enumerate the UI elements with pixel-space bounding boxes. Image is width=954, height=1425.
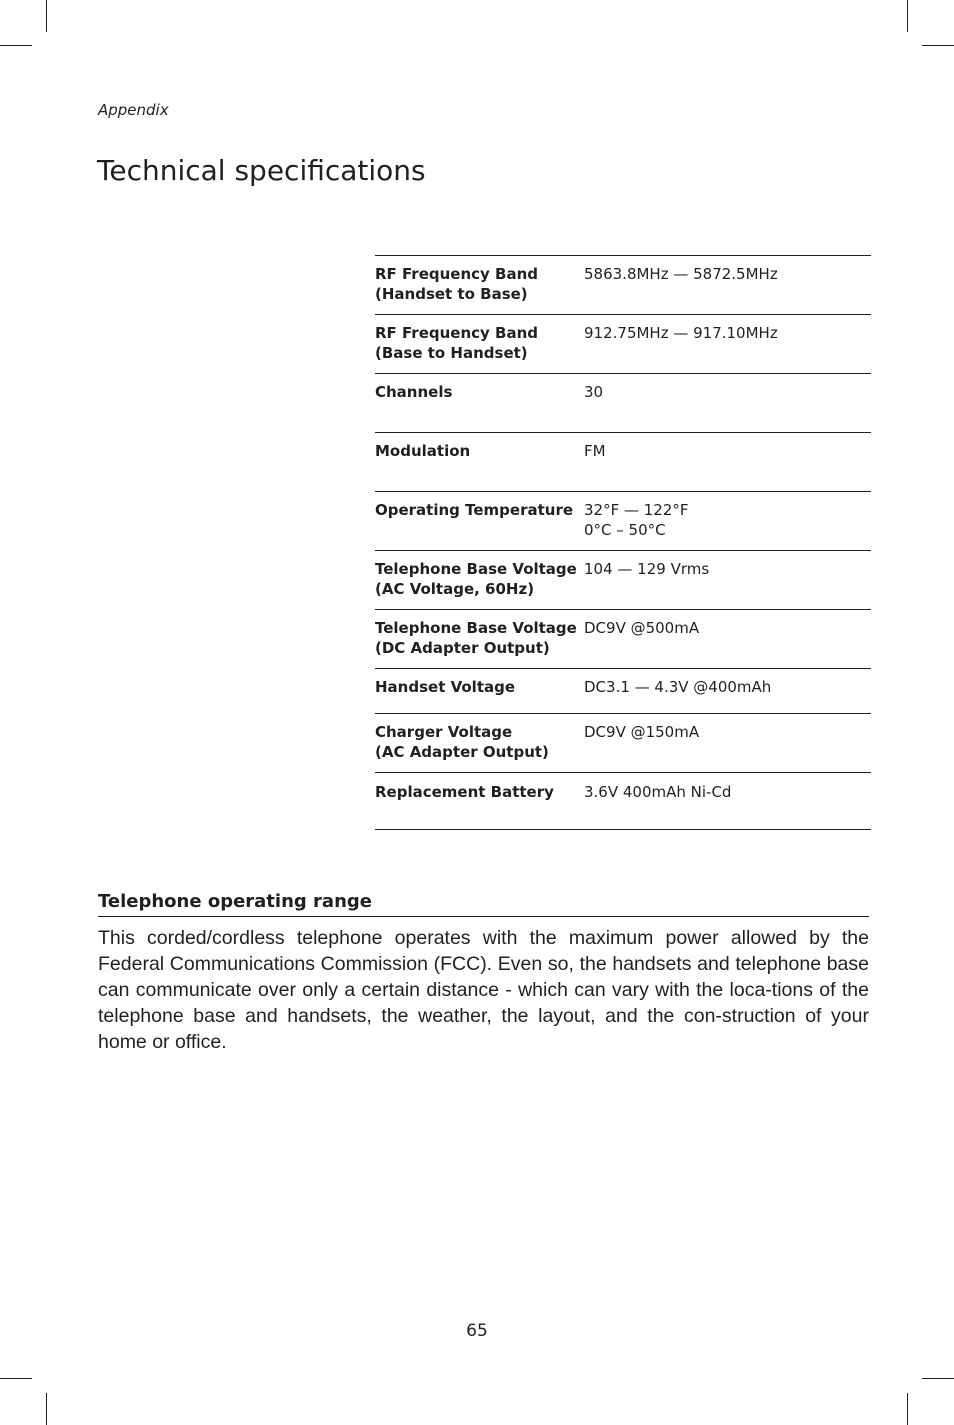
spec-value: 5863.8MHz — 5872.5MHz: [584, 265, 778, 283]
spec-label: Handset Voltage: [375, 678, 516, 696]
spec-row-base-voltage-dc: [375, 610, 871, 669]
crop-mark-bottom-right-horizontal: [922, 1378, 954, 1379]
spec-row-charger-voltage: [375, 714, 871, 773]
spec-row-rf-handset-to-base: [375, 256, 871, 315]
spec-row-operating-temperature: [375, 492, 871, 551]
spec-row-replacement-battery: [375, 773, 871, 830]
spec-row-handset-voltage: [375, 669, 871, 714]
spec-label: Telephone Base Voltage (DC Adapter Output): [375, 619, 577, 657]
crop-mark-top-left-horizontal: [0, 45, 32, 46]
spec-row-channels: [375, 374, 871, 433]
crop-mark-top-left-vertical: [46, 0, 47, 32]
spec-row-rf-base-to-handset: [375, 315, 871, 374]
spec-value: DC9V @150mA: [584, 723, 700, 741]
spec-label: Charger Voltage (AC Adapter Output): [375, 723, 549, 761]
section-label: Appendix: [98, 101, 169, 119]
spec-label: RF Frequency Band (Base to Handset): [375, 324, 539, 362]
crop-mark-bottom-right-vertical: [907, 1393, 908, 1425]
spec-row-base-voltage-ac: [375, 551, 871, 610]
spec-label: Modulation: [375, 442, 471, 460]
spec-label: Replacement Battery: [375, 783, 554, 801]
page-title: Technical specifications: [97, 154, 426, 187]
spec-value: FM: [584, 442, 606, 460]
spec-label: Operating Temperature: [375, 501, 574, 519]
operating-range-heading: Telephone operating range: [98, 889, 869, 917]
crop-mark-bottom-left-horizontal: [0, 1378, 32, 1379]
crop-mark-top-right-vertical: [907, 0, 908, 32]
spec-label: Telephone Base Voltage (AC Voltage, 60Hz): [375, 560, 577, 598]
spec-table: [375, 255, 871, 830]
spec-value: 32°F — 122°F 0°C – 50°C: [584, 501, 689, 539]
spec-row-modulation: [375, 433, 871, 492]
spec-value: 30: [584, 383, 604, 401]
spec-value: 3.6V 400mAh Ni-Cd: [584, 783, 732, 801]
spec-value: 912.75MHz — 917.10MHz: [584, 324, 778, 342]
spec-value: DC3.1 — 4.3V @400mAh: [584, 678, 772, 696]
operating-range-body: This corded/cordless telephone operates with the maximum power allowed by the Federal Communications Commission (FCC). Even so, the handsets and telephone base can communicate over only a certain distance - which can vary with the loca-tions of the telephone base and handsets, the weather, the layout, and the con-struction of your home or office.: [98, 927, 869, 1053]
page-number: 65: [466, 1321, 488, 1341]
crop-mark-top-right-horizontal: [922, 45, 954, 46]
spec-value: DC9V @500mA: [584, 619, 700, 637]
spec-label: Channels: [375, 383, 453, 401]
crop-mark-bottom-left-vertical: [46, 1393, 47, 1425]
spec-value: 104 — 129 Vrms: [584, 560, 710, 578]
spec-label: RF Frequency Band (Handset to Base): [375, 265, 539, 303]
